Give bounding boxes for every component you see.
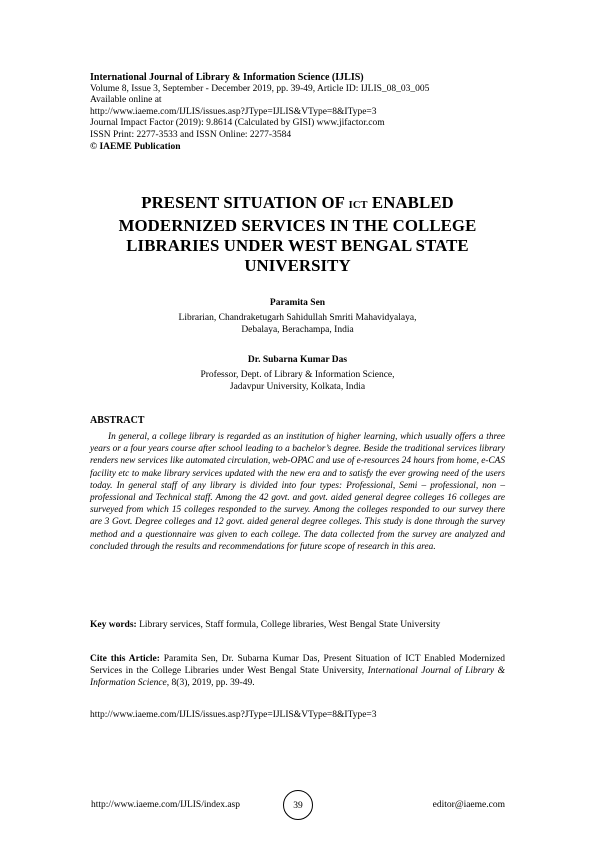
journal-header (90, 72, 520, 153)
author-block-2 (90, 354, 505, 394)
paper-title: PRESENT SITUATION OF ICT ENABLED MODERNIZED SERVICES IN THE COLLEGE LIBRARIES UNDER WEST BENGAL STATE UNIVERSITY (118, 193, 477, 275)
volume-line: Volume 8, Issue 3, September - December 2019, pp. 39-49, Article ID: IJLIS_08_03_005 (90, 83, 430, 94)
citation-url[interactable]: http://www.iaeme.com/IJLIS/issues.asp?JType=IJLIS&VType=8&IType=3 (90, 710, 377, 720)
cite-journal: International Journal of Library & Information Science (90, 666, 505, 689)
author-affiliation: Debalaya, Berachampa, India (241, 325, 354, 336)
cite-label: Cite this Article: (90, 654, 160, 664)
author-name: Dr. Subarna Kumar Das (247, 355, 348, 365)
footer-url[interactable]: http://www.iaeme.com/IJLIS/index.asp (91, 800, 240, 810)
keywords-label: Key words: (90, 620, 137, 630)
citation: Cite this Article: Paramita Sen, Dr. Subarna Kumar Das, Present Situation of ICT Enabled Modernized Services in the College Libraries under West Bengal State University, International Journal of Library & Information Science, 8(3), 2019, pp. 39-49. (90, 654, 505, 689)
issn-line: ISSN Print: 2277-3533 and ISSN Online: 2277-3584 (90, 129, 292, 140)
impact-factor: Journal Impact Factor (2019): 9.8614 (Calculated by GISI) www.jifactor.com (90, 118, 385, 129)
author-name: Paramita Sen (269, 298, 326, 308)
keywords-text: Library services, Staff formula, College libraries, West Bengal State University (136, 620, 441, 630)
available-online: Available online at (90, 95, 162, 106)
abstract-text: In general, a college library is regarded as an institution of higher learning, which usually offers a three years or a four years course after school leading to a bachelor’s degree. Beside the traditional services library renders new services like automated circulation, web-OPAC and use of e-resources 24 hours from home, e-CAS facility etc to make library services updated with the new era and to satisfy the ever growing need of the users today. In general staff of any library is divided into four types: Professional, Semi – professional, non – professional and Technical staff. Among the 42 govt. and govt. aided general degree colleges 16 colleges are surveyed from which 15 colleges responded to the survey. Among the colleges responded to our survey there are 3 Govt. Degree colleges and 12 govt. aided general degree colleges. This study is done through the survey method and a questionnaire was given to each college. The data collected from the survey are analyzed and concluded through the results and recommendations for future scope of research in this area. (90, 432, 505, 552)
author-block-1 (90, 297, 505, 337)
author-affiliation: Professor, Dept. of Library & Information Science, (200, 370, 395, 381)
keywords (90, 619, 505, 631)
page-footer (0, 790, 595, 820)
issue-url[interactable]: http://www.iaeme.com/IJLIS/issues.asp?JType=IJLIS&VType=8&IType=3 (90, 106, 377, 117)
author-affiliation: Jadavpur University, Kolkata, India (229, 382, 366, 393)
abstract-heading: ABSTRACT (90, 415, 145, 426)
author-affiliation: Librarian, Chandraketugarh Sahidullah Smriti Mahavidyalaya, (178, 313, 417, 324)
journal-title: International Journal of Library & Information Science (IJLIS) (90, 72, 364, 83)
footer-email[interactable]: editor@iaeme.com (432, 800, 505, 810)
publisher: © IAEME Publication (90, 141, 181, 152)
page-number: 39 (283, 790, 313, 820)
